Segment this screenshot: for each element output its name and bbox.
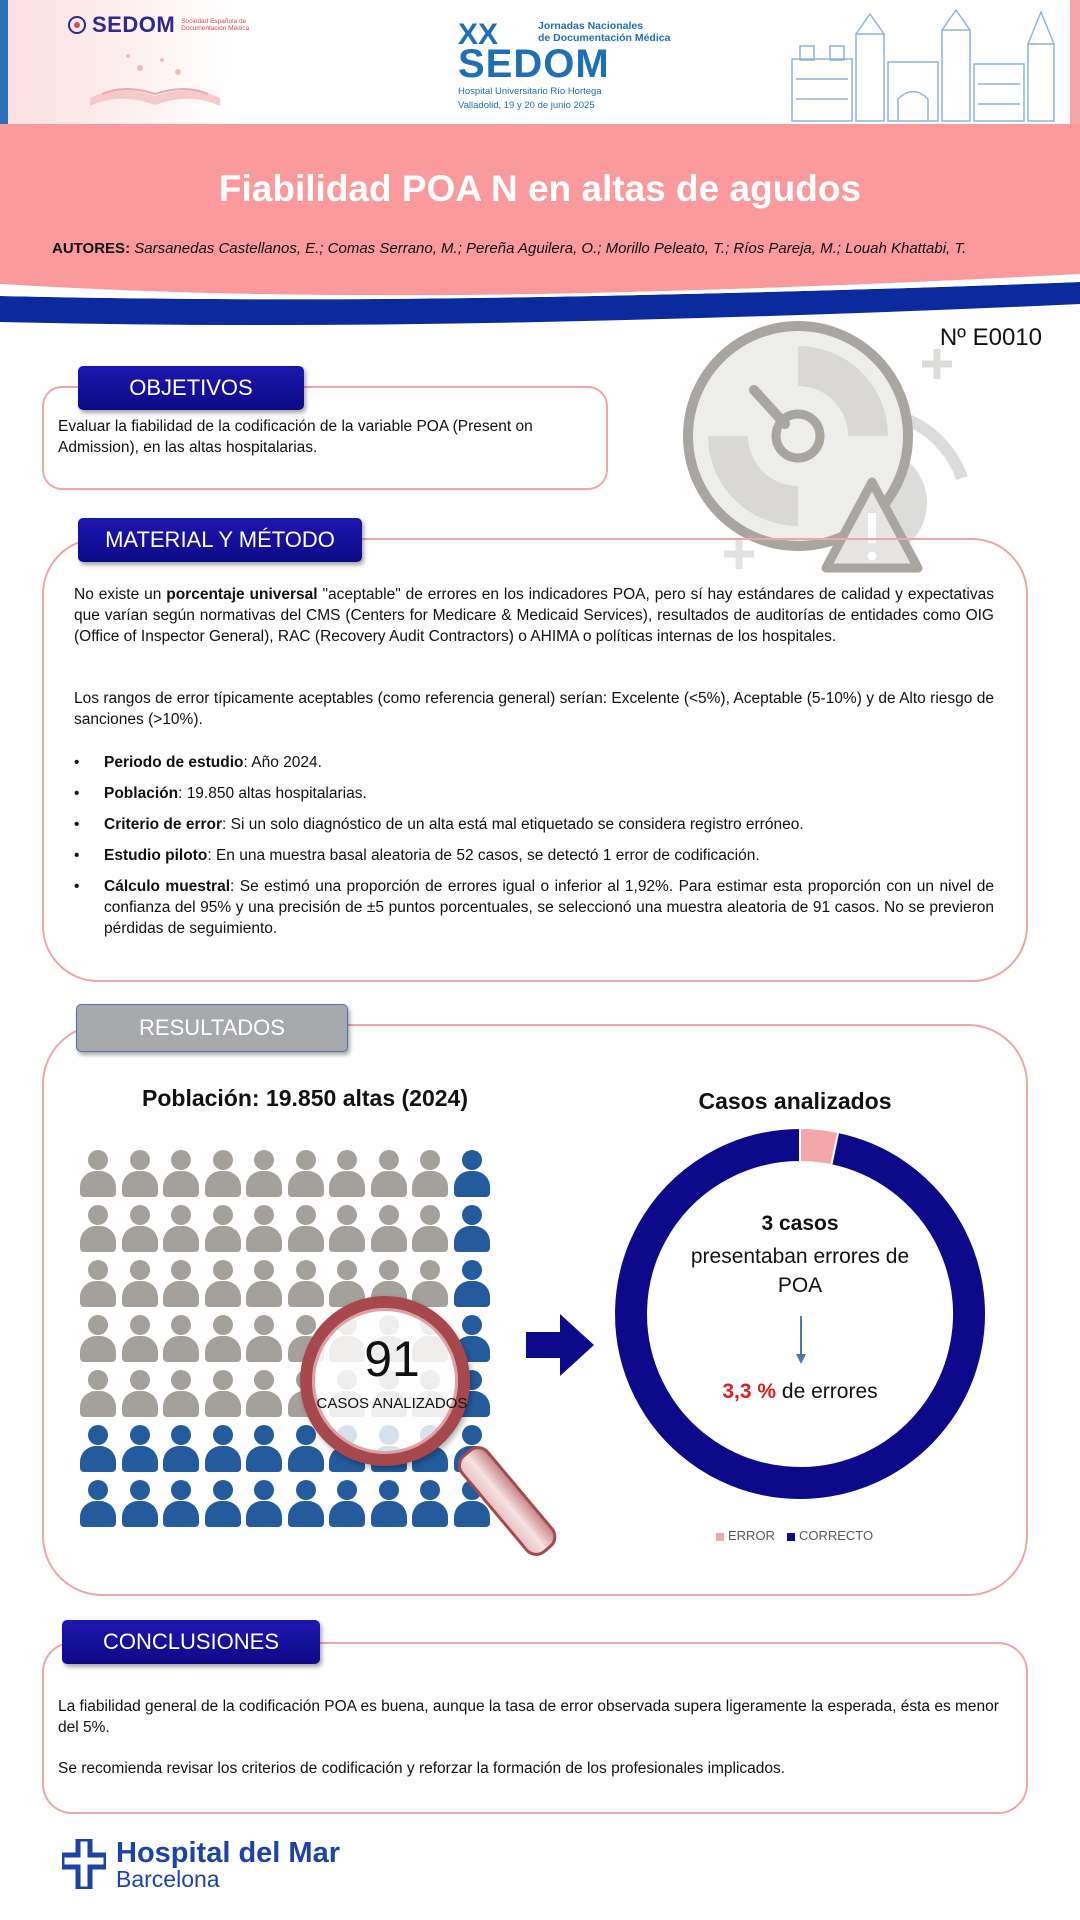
person-head bbox=[130, 1370, 150, 1390]
person-head bbox=[88, 1150, 108, 1170]
person-icon bbox=[163, 1480, 199, 1528]
chart-title: Casos analizados bbox=[698, 1088, 892, 1114]
person-body bbox=[288, 1501, 324, 1527]
arrow-down-icon bbox=[795, 1316, 807, 1366]
person-icon bbox=[205, 1260, 241, 1308]
person-body bbox=[288, 1446, 324, 1472]
person-icon bbox=[246, 1150, 282, 1198]
person-body bbox=[80, 1336, 116, 1362]
sedom-logo-icon bbox=[68, 16, 86, 34]
person-icon bbox=[412, 1260, 448, 1308]
person-body bbox=[246, 1171, 282, 1197]
banner-right-edge bbox=[1070, 0, 1080, 124]
objetivos-text: Evaluar la fiabilidad de la codificación de la variable POA (Present on Admission), en las altas hospitalarias. bbox=[58, 418, 533, 456]
person-icon bbox=[246, 1370, 282, 1418]
person-body bbox=[371, 1171, 407, 1197]
person-icon bbox=[371, 1205, 407, 1253]
person-head bbox=[296, 1150, 316, 1170]
person-icon bbox=[163, 1425, 199, 1473]
person-icon bbox=[163, 1150, 199, 1198]
person-body bbox=[205, 1446, 241, 1472]
person-head bbox=[337, 1480, 357, 1500]
person-body bbox=[122, 1391, 158, 1417]
person-head bbox=[462, 1205, 482, 1225]
person-head bbox=[213, 1315, 233, 1335]
legend-label: CORRECTO bbox=[798, 1528, 874, 1543]
error-rate-value: 3,3 % bbox=[722, 1380, 777, 1403]
person-head bbox=[462, 1260, 482, 1280]
material-heading: MATERIAL Y MÉTODO bbox=[78, 518, 362, 562]
material-p1-bold: porcentaje universal bbox=[166, 586, 318, 603]
chart-legend bbox=[716, 1528, 873, 1543]
authors-names: Sarsanedas Castellanos, E.; Comas Serrano, M.; Pereña Aguilera, O.; Morillo Peleato, T.; Ríos Pareja, M.; Louah Khattabi, T. bbox=[134, 240, 967, 257]
hospital-logo bbox=[62, 1838, 340, 1890]
person-head bbox=[88, 1205, 108, 1225]
method-item-label: Criterio de error bbox=[104, 816, 223, 833]
person-head bbox=[213, 1425, 233, 1445]
method-item-label: Cálculo muestral bbox=[104, 878, 231, 895]
person-body bbox=[288, 1226, 324, 1252]
method-item bbox=[74, 752, 994, 773]
hospital-cross-icon bbox=[62, 1839, 106, 1889]
person-icon bbox=[371, 1150, 407, 1198]
person-head bbox=[296, 1205, 316, 1225]
person-icon bbox=[205, 1315, 241, 1363]
person-head bbox=[213, 1150, 233, 1170]
person-body bbox=[454, 1501, 490, 1527]
person-icon bbox=[122, 1315, 158, 1363]
person-icon bbox=[80, 1260, 116, 1308]
method-item-text: : Se estimó una proporción de errores igual o inferior al 1,92%. Para estimar esta proporción con un nivel de confianza del 95% y una precisión de ±5 puntos porcentuales, se seleccionó una muestra aleatoria de 91 casos. No se previeron pérdidas de seguimiento. bbox=[104, 878, 995, 937]
person-head bbox=[130, 1425, 150, 1445]
event-place-date: Valladolid, 19 y 20 de junio 2025 bbox=[458, 100, 595, 111]
person-body bbox=[288, 1281, 324, 1307]
person-icon bbox=[412, 1205, 448, 1253]
person-head bbox=[88, 1480, 108, 1500]
person-icon bbox=[288, 1205, 324, 1253]
sedom-logo-subtitle: Sociedad Española de Documentación Médica bbox=[181, 18, 250, 32]
authors-line bbox=[52, 240, 1052, 257]
person-head bbox=[171, 1150, 191, 1170]
person-head bbox=[171, 1370, 191, 1390]
person-head bbox=[420, 1260, 440, 1280]
sedom-logo bbox=[68, 12, 251, 38]
person-head bbox=[379, 1480, 399, 1500]
method-item-text: : 19.850 altas hospitalarias. bbox=[178, 785, 367, 802]
person-icon bbox=[122, 1205, 158, 1253]
person-body bbox=[246, 1226, 282, 1252]
person-head bbox=[213, 1480, 233, 1500]
person-head bbox=[171, 1315, 191, 1335]
material-p1-start: No existe un bbox=[74, 586, 167, 603]
method-item-text: : En una muestra basal aleatoria de 52 casos, se detectó 1 error de codificación. bbox=[207, 847, 760, 864]
person-head bbox=[171, 1260, 191, 1280]
method-item bbox=[74, 876, 994, 939]
person-icon bbox=[122, 1425, 158, 1473]
person-icon bbox=[454, 1150, 490, 1198]
person-body bbox=[371, 1226, 407, 1252]
person-head bbox=[296, 1260, 316, 1280]
person-body bbox=[122, 1226, 158, 1252]
legend-item bbox=[787, 1528, 873, 1543]
person-body bbox=[329, 1501, 365, 1527]
person-head bbox=[379, 1205, 399, 1225]
person-icon bbox=[246, 1315, 282, 1363]
person-body bbox=[246, 1391, 282, 1417]
method-item-label: Periodo de estudio bbox=[104, 754, 244, 771]
person-head bbox=[130, 1480, 150, 1500]
person-head bbox=[213, 1260, 233, 1280]
person-icon bbox=[80, 1205, 116, 1253]
person-body bbox=[205, 1171, 241, 1197]
event-line bbox=[538, 20, 678, 44]
person-head bbox=[130, 1315, 150, 1335]
person-icon bbox=[122, 1480, 158, 1528]
person-head bbox=[171, 1205, 191, 1225]
person-body bbox=[329, 1171, 365, 1197]
person-head bbox=[420, 1480, 440, 1500]
title-band bbox=[0, 124, 1080, 339]
person-body bbox=[163, 1226, 199, 1252]
person-body bbox=[122, 1336, 158, 1362]
event-line2: de Documentación Médica bbox=[538, 32, 671, 44]
material-paragraph-2: Los rangos de error típicamente aceptables (como referencia general) serían: Excelente (<5%), Aceptable (5-10%) y de Alto riesgo de sanciones (>10%). bbox=[74, 690, 994, 728]
person-head bbox=[420, 1150, 440, 1170]
donut-description: presentaban errores de POA bbox=[690, 1245, 910, 1297]
person-head bbox=[88, 1370, 108, 1390]
person-icon bbox=[246, 1205, 282, 1253]
event-line1: Jornadas Nacionales bbox=[538, 20, 644, 32]
person-body bbox=[80, 1281, 116, 1307]
person-icon bbox=[288, 1150, 324, 1198]
person-body bbox=[246, 1446, 282, 1472]
person-icon bbox=[163, 1315, 199, 1363]
person-body bbox=[246, 1336, 282, 1362]
conference-banner bbox=[0, 0, 1080, 124]
person-head bbox=[213, 1370, 233, 1390]
person-icon bbox=[80, 1480, 116, 1528]
person-icon bbox=[122, 1370, 158, 1418]
person-head bbox=[171, 1480, 191, 1500]
person-body bbox=[122, 1446, 158, 1472]
person-body bbox=[329, 1226, 365, 1252]
person-icon bbox=[412, 1480, 448, 1528]
person-body bbox=[371, 1501, 407, 1527]
person-icon bbox=[205, 1150, 241, 1198]
city-skyline-icon bbox=[786, 4, 1070, 122]
person-head bbox=[296, 1480, 316, 1500]
person-icon bbox=[288, 1260, 324, 1308]
method-item bbox=[74, 814, 994, 835]
person-head bbox=[462, 1425, 482, 1445]
person-head bbox=[88, 1260, 108, 1280]
person-body bbox=[122, 1501, 158, 1527]
person-body bbox=[163, 1171, 199, 1197]
person-icon bbox=[412, 1150, 448, 1198]
person-icon bbox=[246, 1480, 282, 1528]
banner-left-edge bbox=[0, 0, 8, 124]
person-icon bbox=[163, 1260, 199, 1308]
hospital-city: Barcelona bbox=[116, 1866, 220, 1892]
conclusiones-heading: CONCLUSIONES bbox=[62, 1620, 320, 1664]
person-body bbox=[412, 1501, 448, 1527]
person-icon bbox=[454, 1260, 490, 1308]
person-icon bbox=[329, 1205, 365, 1253]
person-icon bbox=[122, 1260, 158, 1308]
person-icon bbox=[163, 1370, 199, 1418]
person-icon bbox=[122, 1150, 158, 1198]
person-body bbox=[80, 1171, 116, 1197]
arrow-right-icon bbox=[526, 1314, 594, 1376]
person-body bbox=[80, 1226, 116, 1252]
hospital-name: Hospital del Mar bbox=[116, 1837, 340, 1869]
person-head bbox=[337, 1205, 357, 1225]
person-head bbox=[130, 1205, 150, 1225]
person-body bbox=[412, 1226, 448, 1252]
person-body bbox=[163, 1501, 199, 1527]
sedom-logo-name: SEDOM bbox=[92, 12, 176, 37]
person-head bbox=[254, 1150, 274, 1170]
person-icon bbox=[205, 1205, 241, 1253]
person-icon bbox=[329, 1480, 365, 1528]
person-head bbox=[379, 1150, 399, 1170]
person-icon bbox=[80, 1150, 116, 1198]
legend-swatch bbox=[787, 1533, 795, 1541]
person-body bbox=[163, 1391, 199, 1417]
person-head bbox=[337, 1260, 357, 1280]
event-edition: XX bbox=[458, 18, 499, 51]
person-icon bbox=[205, 1480, 241, 1528]
method-item-label: Estudio piloto bbox=[104, 847, 208, 864]
person-icon bbox=[329, 1150, 365, 1198]
person-icon bbox=[246, 1260, 282, 1308]
donut-cases: 3 casos bbox=[761, 1212, 839, 1235]
person-icon bbox=[80, 1315, 116, 1363]
person-body bbox=[454, 1171, 490, 1197]
person-head bbox=[379, 1260, 399, 1280]
person-icon bbox=[371, 1480, 407, 1528]
open-book-icon bbox=[80, 48, 230, 118]
person-head bbox=[130, 1150, 150, 1170]
donut-slice-correcto bbox=[614, 1128, 986, 1500]
population-title: Población: 19.850 altas (2024) bbox=[142, 1085, 468, 1111]
person-head bbox=[171, 1425, 191, 1445]
person-head bbox=[130, 1260, 150, 1280]
method-item-text: : Si un solo diagnóstico de un alta está mal etiquetado se considera registro erróneo. bbox=[222, 816, 804, 833]
sample-caption: CASOS ANALIZADOS bbox=[316, 1395, 468, 1412]
person-icon bbox=[80, 1370, 116, 1418]
person-body bbox=[122, 1281, 158, 1307]
person-head bbox=[213, 1205, 233, 1225]
person-body bbox=[205, 1336, 241, 1362]
person-body bbox=[246, 1281, 282, 1307]
conclusiones-paragraph-2: Se recomienda revisar los criterios de codificación y reforzar la formación de los profesionales implicados. bbox=[58, 1760, 786, 1777]
person-icon bbox=[454, 1205, 490, 1253]
person-body bbox=[205, 1226, 241, 1252]
person-head bbox=[88, 1425, 108, 1445]
authors-label: AUTORES: bbox=[52, 240, 131, 257]
material-paragraph-1 bbox=[74, 584, 994, 647]
poster-title: Fiabilidad POA N en altas de agudos bbox=[218, 168, 862, 209]
legend-label: ERROR bbox=[728, 1528, 775, 1543]
error-rate bbox=[680, 1380, 920, 1404]
person-body bbox=[163, 1281, 199, 1307]
method-item-label: Población bbox=[104, 785, 179, 802]
person-icon bbox=[288, 1480, 324, 1528]
person-head bbox=[254, 1260, 274, 1280]
person-head bbox=[254, 1205, 274, 1225]
person-body bbox=[454, 1226, 490, 1252]
sample-size: 91 bbox=[364, 1331, 420, 1387]
event-hospital: Hospital Universitario Río Hortega bbox=[458, 86, 602, 97]
person-icon bbox=[205, 1370, 241, 1418]
person-body bbox=[205, 1391, 241, 1417]
error-rate-suffix: de errores bbox=[776, 1380, 878, 1403]
objetivos-heading: OBJETIVOS bbox=[78, 366, 304, 410]
error-donut-chart bbox=[610, 1124, 990, 1504]
method-item bbox=[74, 845, 994, 866]
person-head bbox=[88, 1315, 108, 1335]
person-icon bbox=[80, 1425, 116, 1473]
person-head bbox=[254, 1480, 274, 1500]
person-body bbox=[246, 1501, 282, 1527]
person-icon bbox=[163, 1205, 199, 1253]
poster-number: Nº E0010 bbox=[939, 324, 1042, 351]
conclusiones-paragraph-1: La fiabilidad general de la codificación POA es buena, aunque la tasa de error observada supera ligeramente la esperada, ésta es menor del 5%. bbox=[58, 1698, 999, 1736]
person-body bbox=[80, 1501, 116, 1527]
person-body bbox=[122, 1171, 158, 1197]
event-name: SEDOM bbox=[458, 42, 610, 86]
resultados-heading: RESULTADOS bbox=[76, 1004, 348, 1052]
method-list bbox=[74, 752, 994, 949]
person-head bbox=[296, 1425, 316, 1445]
person-body bbox=[454, 1281, 490, 1307]
person-body bbox=[288, 1171, 324, 1197]
person-head bbox=[462, 1150, 482, 1170]
person-body bbox=[412, 1171, 448, 1197]
person-head bbox=[254, 1315, 274, 1335]
person-body bbox=[205, 1501, 241, 1527]
method-item bbox=[74, 783, 994, 804]
person-body bbox=[80, 1446, 116, 1472]
method-item-text: : Año 2024. bbox=[243, 754, 322, 771]
person-body bbox=[80, 1391, 116, 1417]
person-body bbox=[205, 1281, 241, 1307]
legend-item bbox=[716, 1528, 775, 1543]
person-head bbox=[337, 1150, 357, 1170]
person-head bbox=[420, 1205, 440, 1225]
person-icon bbox=[205, 1425, 241, 1473]
material-p1-end: "aceptable" de errores en los indicadores POA, pero sí hay estándares de calidad y expectativas que varían según normativas del CMS (Centers for Medicare & Medicaid Services), resultados de auditorías de entidades como OIG (Office of Inspector General), RAC (Recovery Audit Contractors) o AHIMA o políticas internas de los hospitales. bbox=[74, 586, 994, 645]
person-head bbox=[254, 1370, 274, 1390]
person-head bbox=[254, 1425, 274, 1445]
legend-swatch bbox=[716, 1533, 724, 1541]
person-body bbox=[163, 1446, 199, 1472]
person-icon bbox=[246, 1425, 282, 1473]
person-body bbox=[163, 1336, 199, 1362]
